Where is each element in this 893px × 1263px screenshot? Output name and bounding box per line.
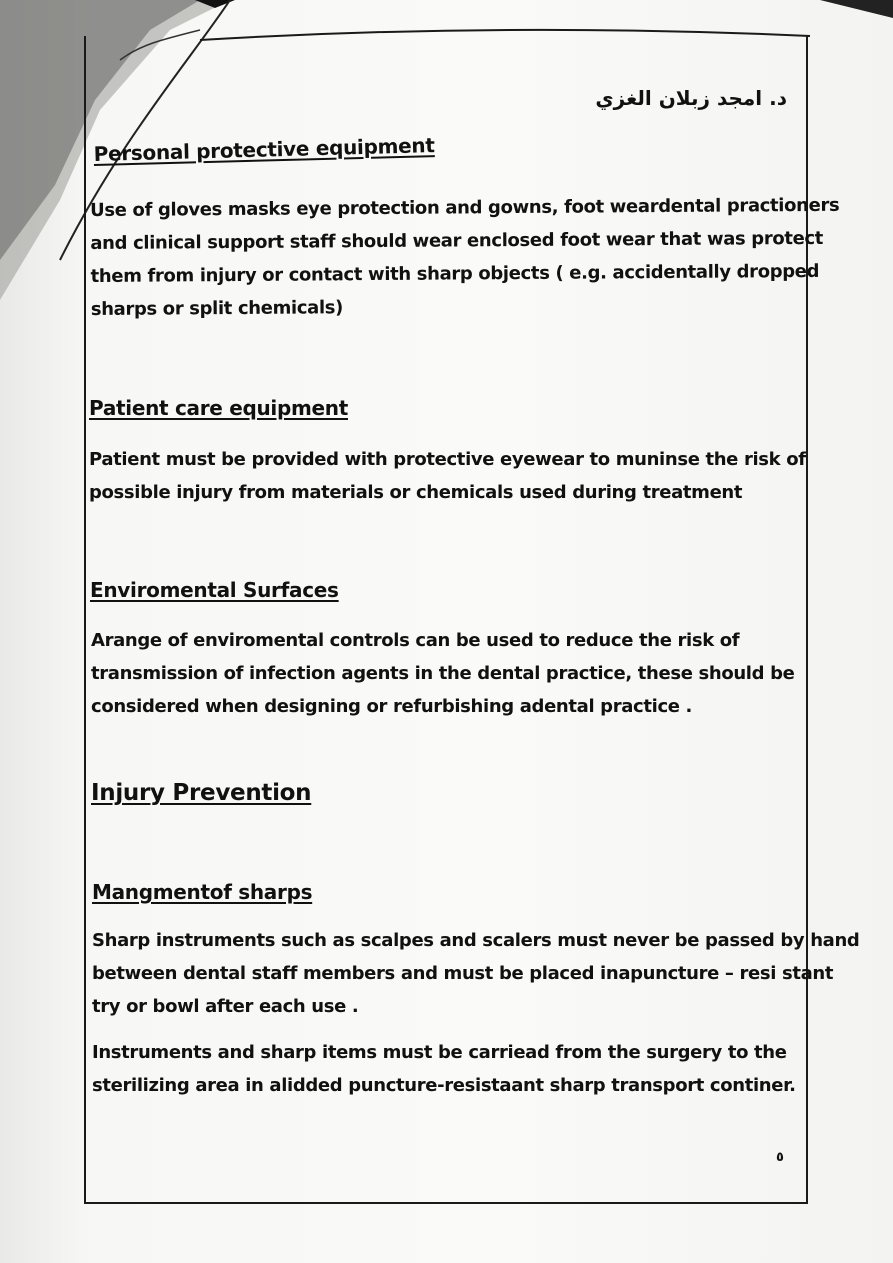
text-line: Patient must be provided with protective eyewear to muninse the risk of <box>89 449 806 470</box>
heading-injury-prevention: Injury Prevention <box>91 780 312 806</box>
text-line: Use of gloves masks eye protection and gowns, foot weardental practioners <box>90 194 840 221</box>
paragraph-mangmentof-sharps <box>92 924 859 1023</box>
text-line: them from injury or contact with sharp objects ( e.g. accidentally dropped <box>90 260 820 287</box>
paragraph-enviromental-surfaces <box>91 624 794 723</box>
paragraph-personal-protective-equipment <box>90 189 840 326</box>
heading-patient-care-equipment: Patient care equipment <box>89 396 348 420</box>
text-line: possible injury from materials or chemicals used during treatment <box>89 482 743 503</box>
text-line: Instruments and sharp items must be carriead from the surgery to the <box>92 1042 787 1063</box>
text-line: try or bowl after each use . <box>92 996 359 1017</box>
text-line: considered when designing or refurbishing adental practice . <box>91 696 693 717</box>
heading-enviromental-surfaces: Enviromental Surfaces <box>90 578 339 602</box>
paragraph-patient-care-equipment <box>89 443 806 509</box>
heading-personal-protective-equipment: Personal protective equipment <box>93 133 435 166</box>
text-line: between dental staff members and must be placed inapuncture – resi stant <box>92 963 834 984</box>
heading-mangmentof-sharps: Mangmentof sharps <box>92 880 313 904</box>
text-line: sharps or split chemicals) <box>90 297 344 320</box>
text-line: and clinical support staff should wear enclosed foot wear that was protect <box>90 227 824 254</box>
paragraph-instruments-transport <box>92 1036 796 1102</box>
text-line: Sharp instruments such as scalpes and scalers must never be passed by hand <box>92 930 860 951</box>
page-number: ٥ <box>776 1150 784 1165</box>
text-line: sterilizing area in alidded puncture-resistaant sharp transport continer. <box>92 1075 796 1096</box>
text-line: Arange of enviromental controls can be used to reduce the risk of <box>91 630 740 651</box>
author-name: د. امجد زبلان الغزي <box>595 86 787 110</box>
text-line: transmission of infection agents in the dental practice, these should be <box>91 663 795 684</box>
